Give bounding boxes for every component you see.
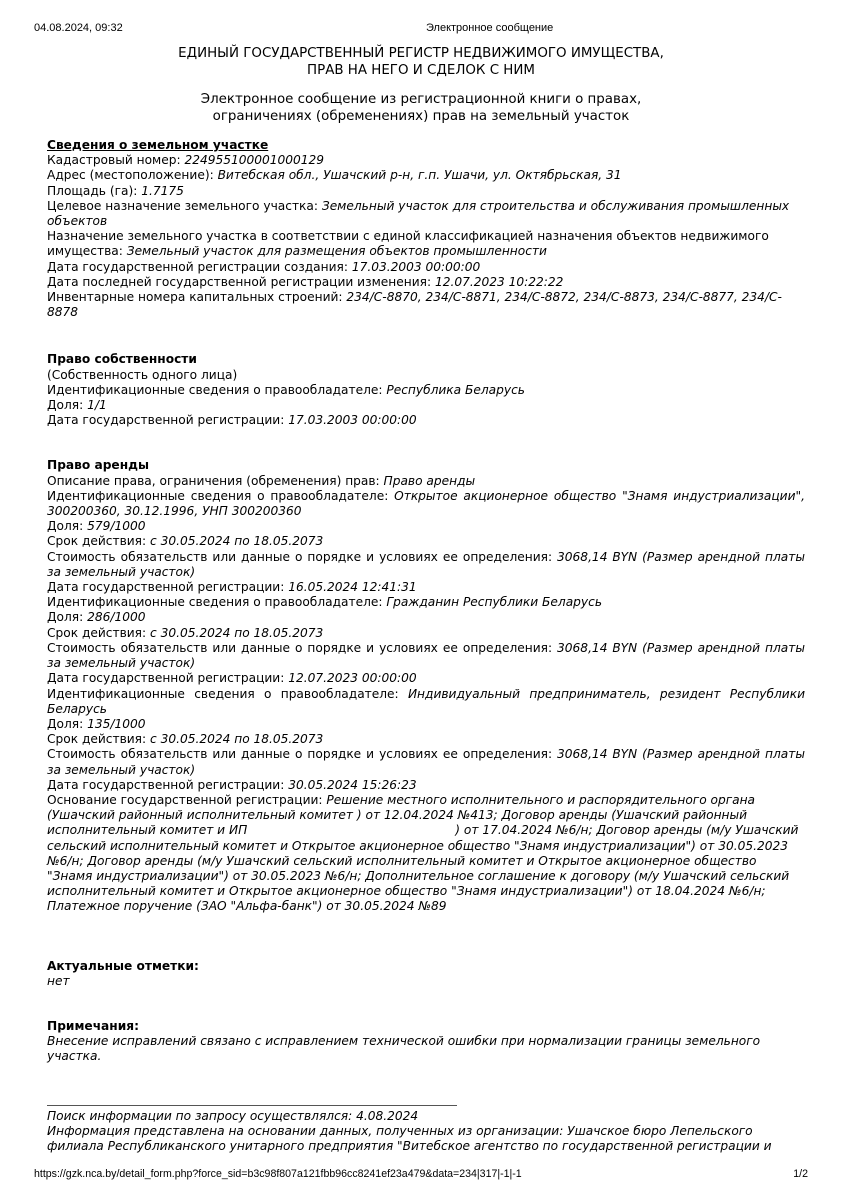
field-label: Дата государственной регистрации: [47,580,289,595]
field-value: 3068,14 BYN (Размер арендной платы за земельный участок) [47,747,805,777]
field-area [47,184,805,199]
land-plot-section [47,138,805,320]
field-value: 12.07.2023 10:22:22 [434,274,564,289]
field-value: Земельный участок для строительства и обслуживания промышленных объектов [47,198,790,229]
field-value: Земельный участок для размещения объектов промышленности [126,244,547,259]
print-timestamp: 04.08.2024, 09:32 [34,22,123,34]
lease-reg-date-2 [47,671,805,686]
notes-value: Внесение исправлений связано с исправлением технической ошибки при нормализации границы земельного участка. [47,1034,761,1064]
page-url: https://gzk.nca.by/detail_form.php?force_sid=b3c98f807a121fbb96cc8241ef23a479&data=234|317|-1|-1 [34,1168,522,1180]
field-label: Стоимость обязательств или данные о порядке и условиях ее определения: [47,549,558,564]
field-value: 1.7175 [141,183,184,198]
field-value: 12.07.2023 00:00:00 [288,671,417,686]
lease-share-1 [47,519,805,534]
lease-term-3 [47,732,805,747]
field-value: 234/C-8870, 234/C-8871, 234/C-8872, 234/C-8873, 234/C-8877, 234/C-8878 [47,290,782,320]
document-body [47,46,805,1154]
field-value: Индивидуальный предприниматель, резидент Республики Беларусь [47,686,805,716]
print-footer [34,1168,814,1182]
lease-holder-1 [47,489,805,519]
field-creation-date [47,260,805,275]
field-label: Стоимость обязательств или данные о порядке и условиях ее определения: [47,747,558,762]
field-value: Открытое акционерное общество "Знамя индустриализации", 300200360, 30.12.1996, УНП 300200360 [47,488,805,519]
field-value: 16.05.2024 12:41:31 [288,580,417,595]
field-last-change-date [47,275,805,290]
search-date-note: Поиск информации по запросу осуществлялся: 4.08.2024 [47,1108,419,1123]
field-label: Доля: [47,519,88,534]
field-purpose [47,199,805,229]
field-value: 3068,14 BYN (Размер арендной платы за земельный участок) [47,549,805,579]
lease-term-2 [47,626,805,641]
footer-divider [47,1105,457,1106]
print-title: Электронное сообщение [426,22,554,34]
lease-share-3 [47,717,805,732]
lease-registration-basis [47,793,805,915]
lease-term-1 [47,534,805,549]
field-value: Решение местного исполнительного и распорядительного органа (Ушачский районный исполнительный комитет ) от 12.04.2024 №413; Договор аренды (Ушачский районный исполнительный комитет и ИП [47,792,756,838]
field-label: Идентификационные сведения о правообладателе: [47,382,387,397]
lease-title: Право аренды [47,458,149,473]
field-value: с 30.05.2024 по 18.05.2073 [150,534,324,549]
field-value: 17.03.2003 00:00:00 [288,413,417,428]
field-inventory-numbers [47,290,805,320]
current-marks-section [47,959,805,989]
notes-section [47,1019,805,1065]
notes-title: Примечания: [47,1018,139,1033]
field-value: Витебская обл., Ушачский р-н, г.п. Ушачи, ул. Октябрьская, 31 [217,168,622,183]
ownership-title: Право собственности [47,352,197,367]
land-plot-title: Сведения о земельном участке [47,138,269,152]
field-label: Площадь (га): [47,183,142,198]
field-value: Республика Беларусь [386,382,525,397]
lease-share-2 [47,610,805,625]
current-marks-value: нет [47,973,70,988]
field-value: Гражданин Республики Беларусь [386,595,603,610]
field-reg-date [47,413,805,428]
field-label: Основание государственной регистрации: [47,792,327,807]
field-label: Идентификационные сведения о правообладателе: [47,595,387,610]
lease-cost-2 [47,641,805,671]
field-label: Дата государственной регистрации создания: [47,259,352,274]
field-value: 17.03.2003 00:00:00 [351,259,481,274]
field-label: Доля: [47,716,88,731]
current-marks-title: Актуальные отметки: [47,958,199,973]
field-value: ) от 17.04.2024 №6/н; Договор аренды (м/у Ушачский сельский исполнительный комитет и Открытое акционерное общество "Знамя индустриализации") от 30.05.2023 №6/н; Договор аренды (м/у Ушачский сельский исполнительный комитет и Открытое акционерное общество "Знамя индустриализации") от 30.05.2023 №6/н; Дополнительное соглашение к договору (м/у Ушачский сельский исполнительный комитет и Открытое акционерное общество "Знамя индустриализации") от 18.04.2024 №6/н; Платежное поручение (ЗАО "Альфа-банк") от 30.05.2024 №89 [47,823,799,914]
field-right-description [47,474,805,489]
lease-holder-2 [47,595,805,610]
field-label: Дата государственной регистрации: [47,777,289,792]
lease-holder-3 [47,687,805,717]
field-label: Срок действия: [47,732,150,747]
lease-reg-date-1 [47,580,805,595]
field-label: Целевое назначение земельного участка: [47,198,322,213]
field-value: 30.05.2024 15:26:23 [288,777,417,792]
field-share [47,398,805,413]
footer-notes [47,1109,805,1155]
field-cadastral-number [47,153,805,168]
field-label: Срок действия: [47,534,150,549]
field-value: 3068,14 BYN (Размер арендной платы за земельный участок) [47,640,805,671]
field-label: Дата государственной регистрации: [47,413,289,428]
field-label: Описание права, ограничения (обременения) прав: [47,473,384,488]
field-value: 1/1 [87,398,107,413]
page-number: 1/2 [793,1168,808,1180]
field-value: с 30.05.2024 по 18.05.2073 [150,625,324,640]
field-label: Адрес (местоположение): [47,168,218,183]
field-label: Доля: [47,610,88,625]
field-value: 579/1000 [87,519,146,534]
field-owner [47,383,805,398]
subtitle-line-1: Электронное сообщение из регистрационной книги о правах, [200,92,642,107]
print-header [34,22,814,36]
source-note: Информация представлена на основании данных, полученных из организации: Ушачское бюро Лепельского филиала Республиканского унитарного предприятия "Витебское агентство по государственной регистрации и [47,1123,772,1153]
document-heading [37,46,805,79]
field-label: Назначение земельного участка в соответствии с единой классификацией назначения объектов недвижимого имущества: [47,229,769,259]
document-subtitle [37,92,805,125]
field-value: 135/1000 [87,716,146,731]
heading-line-1: ЕДИНЫЙ ГОСУДАРСТВЕННЫЙ РЕГИСТР НЕДВИЖИМОГО ИМУЩЕСТВА, [178,46,664,61]
field-label: Дата государственной регистрации: [47,671,289,686]
ownership-section [47,352,805,428]
field-label: Дата последней государственной регистрации изменения: [47,274,435,289]
field-label: Стоимость обязательств или данные о порядке и условиях ее определения: [47,640,558,655]
field-value: 286/1000 [87,610,146,625]
lease-section [47,458,805,914]
field-label: Срок действия: [47,625,150,640]
field-value: 224955100001000129 [184,153,325,168]
field-label: Идентификационные сведения о правообладателе: [47,488,395,503]
field-label: Кадастровый номер: [47,153,185,168]
field-value: с 30.05.2024 по 18.05.2073 [150,732,324,747]
field-label: Инвентарные номера капитальных строений: [47,290,347,305]
lease-cost-1 [47,550,805,580]
ownership-type: (Собственность одного лица) [47,367,238,382]
field-value: Право аренды [383,473,476,488]
lease-cost-3 [47,747,805,777]
lease-reg-date-3 [47,778,805,793]
field-address [47,168,805,183]
subtitle-line-2: ограничениях (обременениях) прав на земельный участок [212,108,630,124]
heading-line-2: ПРАВ НА НЕГО И СДЕЛОК С НИМ [307,62,535,78]
field-label: Идентификационные сведения о правообладателе: [47,686,408,701]
field-classification-purpose [47,229,805,259]
field-label: Доля: [47,398,88,413]
